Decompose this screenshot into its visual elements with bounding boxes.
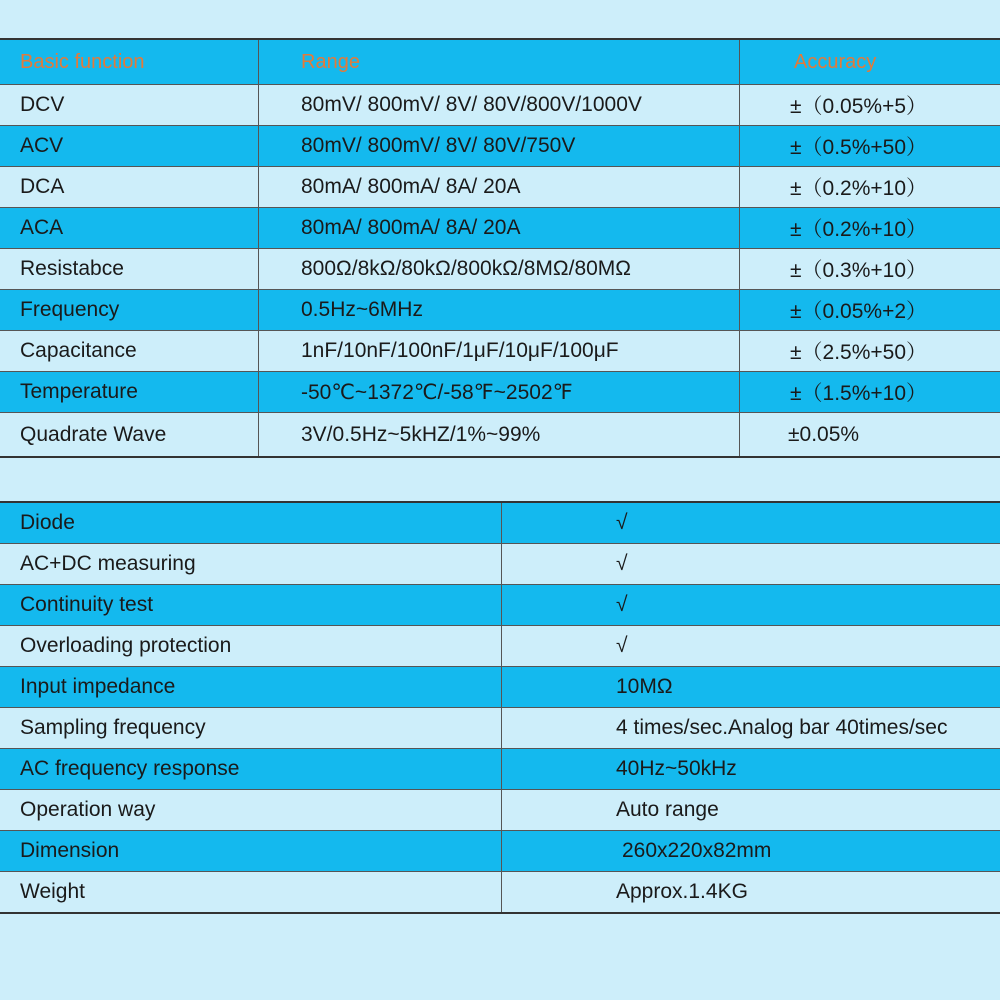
accuracy-cell: ±0.05%: [740, 413, 1000, 458]
function-cell: Resistabce: [0, 249, 259, 290]
feature-cell: Diode: [0, 502, 502, 544]
table-row: [0, 167, 1000, 208]
function-cell: ACV: [0, 126, 259, 167]
range-cell: 3V/0.5Hz~5kHZ/1%~99%: [259, 413, 740, 458]
range-cell: 80mV/ 800mV/ 8V/ 80V/800V/1000V: [259, 85, 740, 126]
value-cell: Auto range: [502, 790, 1000, 831]
range-cell: 0.5Hz~6MHz: [259, 290, 740, 331]
range-cell: 80mV/ 800mV/ 8V/ 80V/750V: [259, 126, 740, 167]
function-cell: Quadrate Wave: [0, 413, 259, 458]
table-row: [0, 290, 1000, 331]
function-cell: Frequency: [0, 290, 259, 331]
accuracy-cell: ±（0.05%+5）: [740, 85, 1000, 126]
accuracy-cell: ±（0.3%+10）: [740, 249, 1000, 290]
table-row: [0, 85, 1000, 126]
table-row: [0, 208, 1000, 249]
feature-cell: Continuity test: [0, 585, 502, 626]
value-cell: √: [502, 626, 1000, 667]
accuracy-cell: ±（1.5%+10）: [740, 372, 1000, 413]
table-row: [0, 831, 1000, 872]
feature-cell: Sampling frequency: [0, 708, 502, 749]
range-cell: 1nF/10nF/100nF/1μF/10μF/100μF: [259, 331, 740, 372]
feature-table: [0, 501, 1000, 914]
range-cell: 800Ω/8kΩ/80kΩ/800kΩ/8MΩ/80MΩ: [259, 249, 740, 290]
accuracy-cell: ±（0.2%+10）: [740, 167, 1000, 208]
feature-cell: Dimension: [0, 831, 502, 872]
feature-cell: Operation way: [0, 790, 502, 831]
range-cell: -50℃~1372℃/-58℉~2502℉: [259, 372, 740, 413]
table-row: [0, 667, 1000, 708]
spec-table: [0, 38, 1000, 458]
table-row: [0, 708, 1000, 749]
table-row: [0, 585, 1000, 626]
function-cell: DCA: [0, 167, 259, 208]
feature-cell: AC+DC measuring: [0, 544, 502, 585]
header-accuracy: Accuracy: [740, 39, 1000, 85]
value-cell: √: [502, 544, 1000, 585]
table-row: [0, 372, 1000, 413]
value-cell: √: [502, 585, 1000, 626]
header-range: Range: [259, 39, 740, 85]
accuracy-cell: ±（0.5%+50）: [740, 126, 1000, 167]
function-cell: Temperature: [0, 372, 259, 413]
table-row: [0, 790, 1000, 831]
table-row: [0, 502, 1000, 544]
feature-cell: Weight: [0, 872, 502, 914]
table-row: [0, 331, 1000, 372]
value-cell: √: [502, 502, 1000, 544]
accuracy-cell: ±（2.5%+50）: [740, 331, 1000, 372]
value-cell: 40Hz~50kHz: [502, 749, 1000, 790]
table-row: [0, 126, 1000, 167]
range-cell: 80mA/ 800mA/ 8A/ 20A: [259, 208, 740, 249]
range-cell: 80mA/ 800mA/ 8A/ 20A: [259, 167, 740, 208]
table-row: [0, 749, 1000, 790]
function-cell: ACA: [0, 208, 259, 249]
function-cell: Capacitance: [0, 331, 259, 372]
accuracy-cell: ±（0.2%+10）: [740, 208, 1000, 249]
table-row: [0, 544, 1000, 585]
feature-cell: Overloading protection: [0, 626, 502, 667]
accuracy-cell: ±（0.05%+2）: [740, 290, 1000, 331]
table-row: [0, 626, 1000, 667]
spec-table-header: [0, 39, 1000, 85]
feature-cell: AC frequency response: [0, 749, 502, 790]
table-row: [0, 413, 1000, 458]
value-cell: Approx.1.4KG: [502, 872, 1000, 914]
table-row: [0, 872, 1000, 914]
function-cell: DCV: [0, 85, 259, 126]
header-basic-function: Basic function: [0, 39, 259, 85]
value-cell: 4 times/sec.Analog bar 40times/sec: [502, 708, 1000, 749]
table-row: [0, 249, 1000, 290]
value-cell: 10MΩ: [502, 667, 1000, 708]
value-cell: 260x220x82mm: [502, 831, 1000, 872]
feature-cell: Input impedance: [0, 667, 502, 708]
